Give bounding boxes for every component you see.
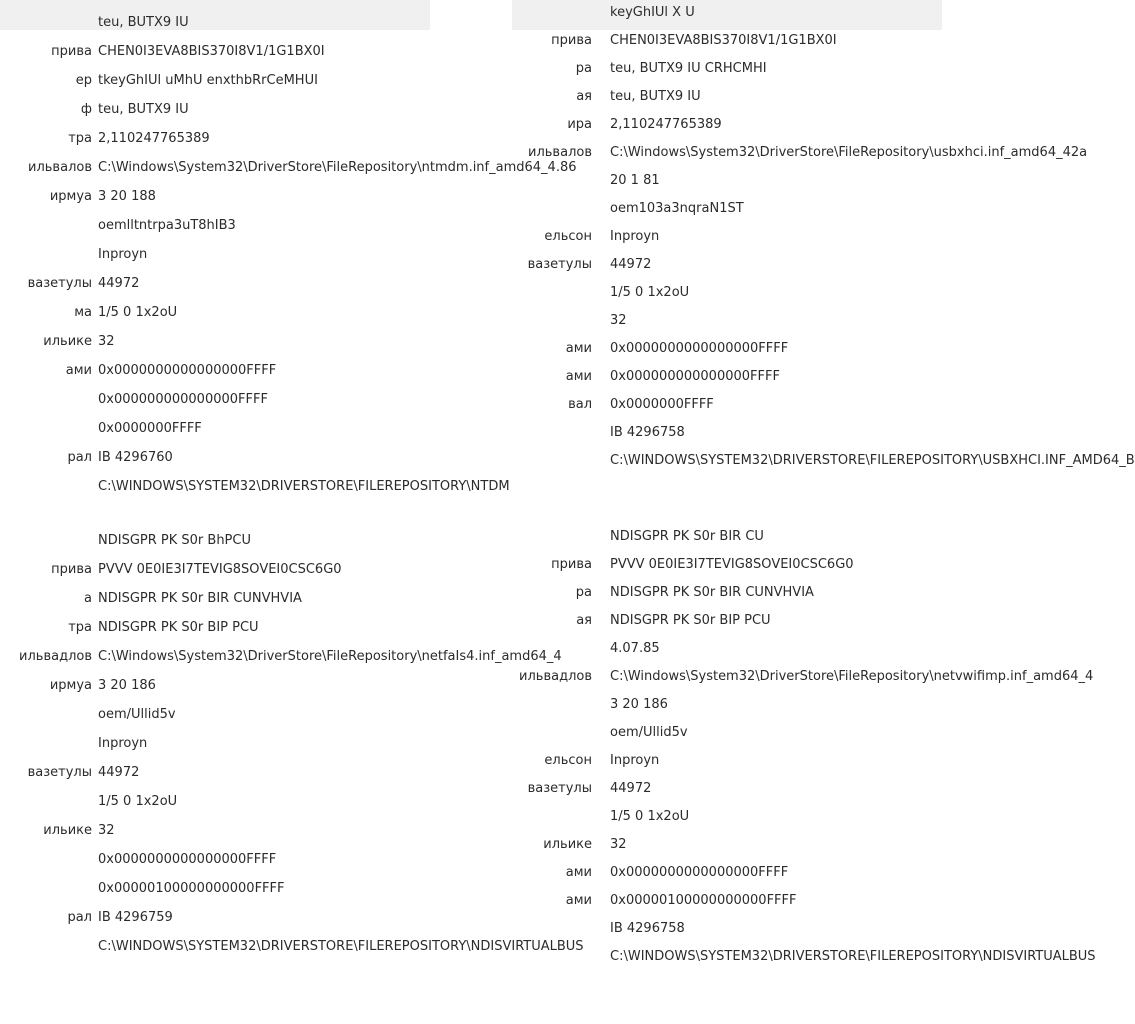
property-value: NDISGPR PK S0r BIR CUNVHVIA	[610, 585, 814, 600]
property-label: вал	[568, 397, 592, 412]
property-value: oemlltntrpa3uT8hIB3	[98, 218, 236, 233]
driver-property-row	[512, 614, 1024, 634]
property-value: 0x0000000FFFF	[98, 421, 202, 436]
property-value: teu, BUTX9 IU	[610, 89, 701, 104]
property-label: вазетулы	[27, 765, 92, 780]
property-value: 0x000000000000000FFFF	[98, 392, 268, 407]
driver-property-row	[512, 174, 1024, 194]
right-driver-column	[512, 0, 1135, 1024]
driver-property-row	[0, 190, 508, 210]
property-value: C:\WINDOWS\SYSTEM32\DRIVERSTORE\FILEREPOSITORY\NDISVIRTUALBUS	[98, 939, 584, 954]
property-label: ф	[80, 102, 92, 117]
property-label: рал	[67, 450, 92, 465]
property-value: 44972	[610, 781, 652, 796]
property-value: IB 4296758	[610, 425, 685, 440]
property-label: ами	[565, 893, 592, 908]
property-value: 2,110247765389	[610, 117, 722, 132]
property-value: CHEN0I3EVA8BIS370I8V1/1G1BX0I	[610, 33, 837, 48]
property-value: Inproyn	[98, 736, 148, 751]
property-label: ирмуа	[49, 678, 92, 693]
property-label: ельсон	[544, 229, 592, 244]
driver-property-row	[0, 277, 508, 297]
driver-property-row	[0, 422, 508, 442]
property-value: CHEN0I3EVA8BIS370I8V1/1G1BX0I	[98, 44, 325, 59]
property-value: C:\Windows\System32\DriverStore\FileRepository\netfaIs4.inf_amd64_4	[98, 649, 562, 664]
property-label: прива	[551, 33, 592, 48]
property-value: 0x0000000000000000FFFF	[610, 341, 789, 356]
property-value: 0x0000000000000000FFFF	[98, 363, 277, 378]
driver-property-row	[512, 586, 1024, 606]
property-value: PVVV 0E0IE3I7TEVIG8SOVEI0CSC6G0	[610, 557, 854, 572]
property-value: oem103a3nqraN1ST	[610, 201, 744, 216]
driver-property-row	[0, 649, 562, 670]
property-label: ма	[74, 305, 92, 320]
property-value: 1/5 0 1x2oU	[98, 305, 178, 320]
property-label: ами	[565, 369, 592, 384]
property-value: 0x00000100000000000FFFF	[98, 881, 285, 896]
property-value: 0x00000100000000000FFFF	[610, 893, 797, 908]
property-value: C:\Windows\System32\DriverStore\FileRepository\usbxhci.inf_amd64_42a	[610, 145, 1088, 160]
property-value: IB 4296758	[610, 921, 685, 936]
property-value: PVVV 0E0IE3I7TEVIG8SOVEI0CSC6G0	[98, 562, 342, 577]
property-label: ами	[65, 363, 92, 378]
driver-property-row	[512, 726, 1024, 746]
property-label: тра	[68, 131, 92, 146]
driver-property-row	[512, 118, 1024, 138]
property-value: NDISGPR PK S0r BhPCU	[98, 533, 251, 548]
driver-property-row	[0, 737, 508, 757]
property-value: 3 20 186	[98, 678, 156, 693]
driver-property-row	[0, 795, 508, 815]
property-value: teu, BUTX9 IU	[98, 15, 189, 30]
driver-property-row	[512, 202, 1024, 222]
driver-property-row	[512, 90, 1024, 110]
driver-property-row	[512, 230, 1024, 250]
property-label: прива	[51, 44, 92, 59]
property-value: 1/5 0 1x2oU	[98, 794, 178, 809]
property-label: ая	[576, 89, 592, 104]
driver-property-row	[0, 451, 508, 471]
property-value: 3 20 186	[610, 697, 668, 712]
property-value: 32	[610, 313, 627, 328]
driver-property-row	[0, 132, 508, 152]
property-label: рал	[67, 910, 92, 925]
driver-property-row	[0, 45, 508, 65]
driver-property-row	[0, 219, 508, 239]
property-value: C:\WINDOWS\SYSTEM32\DRIVERSTORE\FILEREPOSITORY\USBXHCI.INF_AMD64_B	[610, 453, 1135, 468]
driver-property-row	[0, 74, 508, 94]
property-value: C:\Windows\System32\DriverStore\FileRepository\ntmdm.inf_amd64_4.86	[98, 160, 577, 175]
property-label: прива	[551, 557, 592, 572]
property-value: oem/Ullid5v	[610, 725, 688, 740]
property-value: NDISGPR PK S0r BIR CUNVHVIA	[98, 591, 302, 606]
property-label: ами	[565, 341, 592, 356]
property-value: IB 4296759	[98, 910, 173, 925]
property-value: 1/5 0 1x2oU	[610, 809, 690, 824]
driver-property-row	[0, 592, 508, 612]
property-label: ильике	[43, 334, 92, 349]
driver-property-row	[512, 642, 1024, 662]
property-value: 2,110247765389	[98, 131, 210, 146]
driver-property-row	[512, 949, 1096, 970]
driver-property-row	[512, 698, 1024, 718]
property-label: ильвадлов	[19, 649, 92, 664]
property-value: 32	[98, 823, 115, 838]
driver-property-row	[512, 342, 1024, 362]
property-value: C:\WINDOWS\SYSTEM32\DRIVERSTORE\FILEREPOSITORY\NDISVIRTUALBUS	[610, 949, 1096, 964]
driver-property-row	[0, 621, 508, 641]
driver-property-row	[0, 364, 508, 384]
driver-property-row	[512, 782, 1024, 802]
property-label: вазетулы	[527, 257, 592, 272]
property-value: keyGhIUl X U	[610, 5, 695, 20]
property-label: вазетулы	[527, 781, 592, 796]
property-value: 44972	[610, 257, 652, 272]
driver-property-row	[512, 558, 1024, 578]
property-value: 3 20 188	[98, 189, 156, 204]
property-value: oem/Ullid5v	[98, 707, 176, 722]
property-value: teu, BUTX9 IU	[98, 102, 189, 117]
property-label: ильвалов	[28, 160, 92, 175]
driver-property-row	[512, 922, 1024, 942]
property-value: 32	[98, 334, 115, 349]
property-value: tkeyGhIUl uMhU enxthbRrCeMHUI	[98, 73, 318, 88]
property-label: ая	[576, 613, 592, 628]
property-value: 0x0000000000000000FFFF	[98, 852, 277, 867]
property-label: ра	[575, 585, 592, 600]
driver-property-row	[512, 258, 1024, 278]
driver-property-row	[0, 160, 577, 181]
property-value: 20 1 81	[610, 173, 660, 188]
property-value: NDISGPR PK S0r BIR CU	[610, 529, 764, 544]
driver-property-row	[0, 708, 508, 728]
driver-property-row	[0, 534, 508, 554]
property-label: ельсон	[544, 753, 592, 768]
driver-property-row	[512, 669, 1094, 690]
property-value: Inproyn	[98, 247, 148, 262]
driver-property-row	[512, 530, 1024, 550]
property-label: ильвалов	[528, 145, 592, 160]
property-label: а	[84, 591, 92, 606]
driver-property-row	[512, 286, 1024, 306]
property-label: ильике	[43, 823, 92, 838]
driver-property-row	[512, 754, 1024, 774]
property-value: Inproyn	[610, 753, 660, 768]
property-value: Inproyn	[610, 229, 660, 244]
property-label: ирмуа	[49, 189, 92, 204]
property-label: ильике	[543, 837, 592, 852]
driver-property-row	[512, 6, 1024, 26]
property-label: ами	[565, 865, 592, 880]
driver-property-row	[512, 894, 1024, 914]
property-value: 0x0000000000000000FFFF	[610, 865, 789, 880]
driver-property-row	[512, 398, 1024, 418]
driver-property-row	[0, 911, 508, 931]
driver-property-row	[0, 248, 508, 268]
property-value: 0x000000000000000FFFF	[610, 369, 780, 384]
driver-property-row	[0, 679, 508, 699]
driver-property-row	[512, 370, 1024, 390]
driver-property-row	[512, 145, 1088, 166]
property-value: 4.07.85	[610, 641, 660, 656]
property-label: ра	[575, 61, 592, 76]
driver-property-row	[512, 453, 1135, 474]
driver-property-row	[512, 314, 1024, 334]
driver-property-row	[0, 480, 508, 500]
driver-property-row	[512, 426, 1024, 446]
property-value: NDISGPR PK S0r BIP PCU	[610, 613, 771, 628]
driver-property-row	[0, 882, 508, 902]
property-value: C:\Windows\System32\DriverStore\FileRepository\netvwifimp.inf_amd64_4	[610, 669, 1094, 684]
driver-property-row	[0, 103, 508, 123]
driver-property-row	[512, 810, 1024, 830]
driver-property-row	[0, 393, 508, 413]
driver-property-row	[512, 838, 1024, 858]
driver-property-row	[0, 335, 508, 355]
property-label: ира	[567, 117, 592, 132]
driver-property-row	[0, 853, 508, 873]
property-value: IB 4296760	[98, 450, 173, 465]
property-value: C:\WINDOWS\SYSTEM32\DRIVERSTORE\FILEREPOSITORY\NTDM	[98, 479, 510, 494]
driver-property-row	[0, 939, 584, 960]
property-value: 1/5 0 1x2oU	[610, 285, 690, 300]
driver-property-row	[512, 62, 1024, 82]
property-value: 44972	[98, 765, 140, 780]
property-value: 0x0000000FFFF	[610, 397, 714, 412]
property-label: вазетулы	[27, 276, 92, 291]
driver-property-row	[0, 306, 508, 326]
property-value: 44972	[98, 276, 140, 291]
property-value: teu, BUTX9 IU CRHCMHI	[610, 61, 767, 76]
property-value: 32	[610, 837, 627, 852]
driver-property-row	[0, 824, 508, 844]
property-value: NDISGPR PK S0r BIP PCU	[98, 620, 259, 635]
property-label: тра	[68, 620, 92, 635]
driver-property-row	[0, 16, 508, 36]
driver-property-row	[0, 766, 508, 786]
property-label: ильвадлов	[519, 669, 592, 684]
driver-property-row	[0, 563, 508, 583]
driver-property-row	[512, 34, 1024, 54]
driver-property-row	[512, 866, 1024, 886]
property-label: ер	[75, 73, 92, 88]
property-label: прива	[51, 562, 92, 577]
